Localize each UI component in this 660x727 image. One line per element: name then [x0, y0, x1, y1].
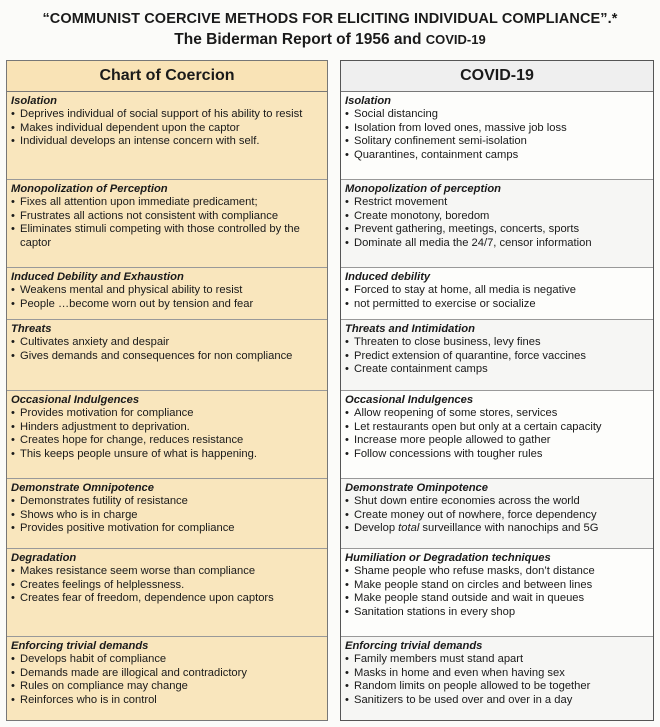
title-line-2	[6, 29, 654, 50]
section-title: Monopolization of perception	[345, 183, 501, 195]
section-title: Isolation	[345, 95, 391, 107]
bullet-item: • Creates hope for change, reduces resistance	[11, 434, 323, 448]
left-section	[7, 549, 327, 637]
left-section	[7, 320, 327, 391]
bullet-item: • Makes resistance seem worse than compliance	[11, 565, 323, 579]
section-title: Induced debility	[345, 271, 431, 283]
bullet-list	[11, 495, 323, 536]
bullet-item: • Rules on compliance may change	[11, 680, 323, 694]
bullet-item: • Sanitation stations in every shop	[345, 606, 649, 620]
bullet-list	[345, 196, 649, 250]
bullet-item: • Dominate all media the 24/7, censor information	[345, 237, 649, 251]
bullet-item: • Social distancing	[345, 108, 649, 122]
emphasis-text: total	[398, 522, 420, 535]
section-title: Occasional Indulgences	[345, 394, 474, 406]
bullet-item: • Shame people who refuse masks, don’t distance	[345, 565, 649, 579]
bullet-item: • Deprives individual of social support of his ability to resist	[11, 108, 323, 122]
bullet-list	[345, 108, 649, 162]
document-title	[6, 6, 654, 58]
coercion-column-header: Chart of Coercion	[7, 61, 327, 92]
bullet-item: • not permitted to exercise or socialize	[345, 298, 649, 312]
title-line-2-main: The Biderman Report of 1956 and	[174, 31, 426, 48]
bullet-item: • This keeps people unsure of what is happening.	[11, 448, 323, 462]
section-title: Enforcing trivial demands	[345, 640, 483, 652]
bullet-item: • Make people stand outside and wait in queues	[345, 592, 649, 606]
bullet-item: • Cultivates anxiety and despair	[11, 336, 323, 350]
bullet-item: • Allow reopening of some stores, services	[345, 407, 649, 421]
bullet-item: • Shows who is in charge	[11, 509, 323, 523]
bullet-list	[11, 336, 323, 363]
bullet-item: • Forced to stay at home, all media is negative	[345, 284, 649, 298]
section-title: Enforcing trivial demands	[11, 640, 149, 652]
right-section	[341, 637, 653, 720]
bullet-list	[11, 196, 323, 250]
right-section	[341, 549, 653, 637]
bullet-item: • People …become worn out by tension and fear	[11, 298, 323, 312]
bullet-item: • Provides positive motivation for compliance	[11, 522, 323, 536]
bullet-item: • Creates feelings of helplessness.	[11, 579, 323, 593]
bullet-list	[345, 336, 649, 377]
section-title: Humiliation or Degradation techniques	[345, 552, 551, 564]
bullet-item: • Restrict movement	[345, 196, 649, 210]
bullet-item: • Predict extension of quarantine, force vaccines	[345, 350, 649, 364]
bullet-list	[345, 653, 649, 707]
bullet-item: • Shut down entire economies across the world	[345, 495, 649, 509]
bullet-item: • Eliminates stimuli competing with those controlled by the captor	[11, 223, 323, 250]
covid-column	[340, 60, 654, 721]
bullet-list	[11, 407, 323, 461]
left-section	[7, 391, 327, 479]
bullet-item: • Individual develops an intense concern with self.	[11, 135, 323, 149]
bullet-item: • Family members must stand apart	[345, 653, 649, 667]
left-section	[7, 268, 327, 320]
comparison-columns	[6, 60, 654, 721]
bullet-item: • Create money out of nowhere, force dependency	[345, 509, 649, 523]
bullet-list	[345, 407, 649, 461]
section-title: Degradation	[11, 552, 77, 564]
bullet-item: • Create containment camps	[345, 363, 649, 377]
bullet-item: • Frustrates all actions not consistent with compliance	[11, 210, 323, 224]
bullet-list	[11, 284, 323, 311]
section-title: Demonstrate Ominpotence	[345, 482, 488, 494]
bullet-list	[11, 565, 323, 606]
left-section	[7, 637, 327, 720]
bullet-item: • Develop total surveillance with nanochips and 5G	[345, 522, 649, 536]
title-line-2-covid: COVID-19	[425, 32, 486, 47]
section-title: Demonstrate Omnipotence	[11, 482, 154, 494]
left-section	[7, 479, 327, 549]
bullet-list	[345, 495, 649, 536]
right-section	[341, 391, 653, 479]
bullet-item: • Let restaurants open but only at a certain capacity	[345, 421, 649, 435]
bullet-list	[11, 653, 323, 707]
bullet-list	[345, 284, 649, 311]
section-title: Occasional Indulgences	[11, 394, 140, 406]
right-section	[341, 92, 653, 180]
bullet-item: • Random limits on people allowed to be together	[345, 680, 649, 694]
left-section	[7, 92, 327, 180]
bullet-item: • Reinforces who is in control	[11, 694, 323, 708]
bullet-list	[11, 108, 323, 149]
bullet-item: • Demonstrates futility of resistance	[11, 495, 323, 509]
covid-column-header: COVID-19	[341, 61, 653, 92]
bullet-item: • Increase more people allowed to gather	[345, 434, 649, 448]
bullet-item: • Follow concessions with tougher rules	[345, 448, 649, 462]
section-title: Monopolization of Perception	[11, 183, 168, 195]
right-section	[341, 180, 653, 268]
title-line-1: “COMMUNIST COERCIVE METHODS FOR ELICITING INDIVIDUAL COMPLIANCE”.*	[42, 11, 618, 27]
right-section	[341, 479, 653, 549]
coercion-column	[6, 60, 328, 721]
bullet-item: • Develops habit of compliance	[11, 653, 323, 667]
bullet-item: • Fixes all attention upon immediate predicament;	[11, 196, 323, 210]
bullet-item: • Threaten to close business, levy fines	[345, 336, 649, 350]
left-section	[7, 180, 327, 268]
bullet-item: • Hinders adjustment to deprivation.	[11, 421, 323, 435]
section-title: Isolation	[11, 95, 57, 107]
bullet-item: • Sanitizers to be used over and over in a day	[345, 694, 649, 708]
bullet-item: • Make people stand on circles and between lines	[345, 579, 649, 593]
bullet-item: • Masks in home and even when having sex	[345, 667, 649, 681]
right-section	[341, 320, 653, 391]
section-title: Threats and Intimidation	[345, 323, 475, 335]
bullet-item: • Weakens mental and physical ability to resist	[11, 284, 323, 298]
bullet-item: • Prevent gathering, meetings, concerts, sports	[345, 223, 649, 237]
section-title: Threats	[11, 323, 52, 335]
bullet-item: • Quarantines, containment camps	[345, 149, 649, 163]
bullet-item: • Create monotony, boredom	[345, 210, 649, 224]
bullet-item: • Provides motivation for compliance	[11, 407, 323, 421]
bullet-item: • Isolation from loved ones, massive job loss	[345, 122, 649, 136]
bullet-item: • Makes individual dependent upon the captor	[11, 122, 323, 136]
right-section	[341, 268, 653, 320]
bullet-item: • Gives demands and consequences for non compliance	[11, 350, 323, 364]
section-title: Induced Debility and Exhaustion	[11, 271, 184, 283]
bullet-item: • Solitary confinement semi-isolation	[345, 135, 649, 149]
bullet-list	[345, 565, 649, 619]
bullet-item: • Creates fear of freedom, dependence upon captors	[11, 592, 323, 606]
bullet-item: • Demands made are illogical and contradictory	[11, 667, 323, 681]
